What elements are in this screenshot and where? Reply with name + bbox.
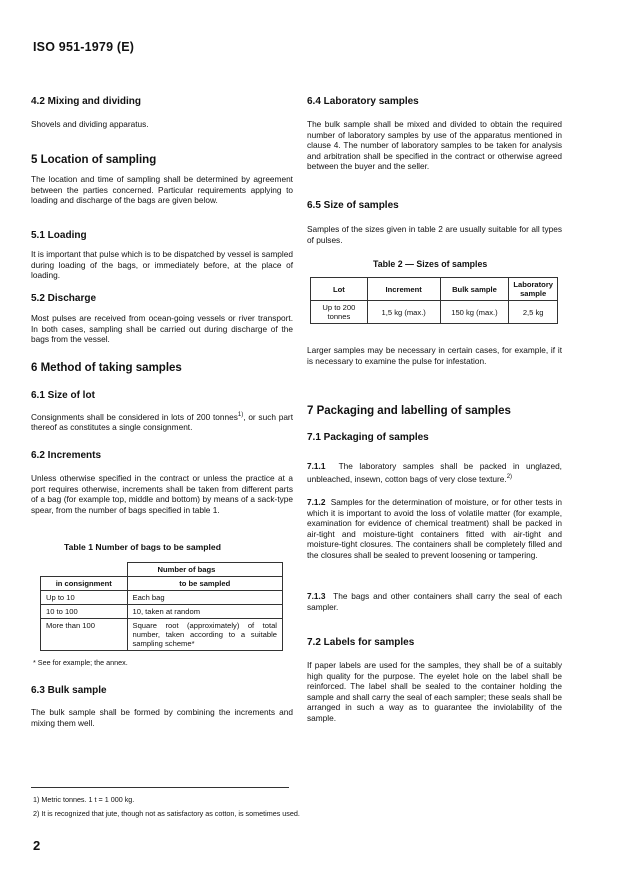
table-2-caption: Table 2 — Sizes of samples (373, 259, 488, 269)
table-2-head-lot: Lot (311, 278, 368, 301)
section-6-3-title: 6.3 Bulk sample (31, 685, 107, 696)
table-2-head-laboratory: Laboratory sample (509, 278, 558, 301)
section-6-1-text: Consignments shall be considered in lots of 200 tonnes$^{1)}$, or such part thereof as constitutes a single consignment. (31, 411, 294, 433)
table-2-head-bulk: Bulk sample (440, 278, 509, 301)
section-7-2-title: 7.2 Labels for samples (307, 637, 415, 648)
table-row: 10 to 100 10, taken at random (41, 605, 283, 619)
section-6-5-title: 6.5 Size of samples (307, 200, 399, 211)
section-6-3-text: The bulk sample shall be formed by combining the increments and mixing them well. (31, 707, 293, 728)
section-7-2-text: If paper labels are used for the samples, they shall be of a suitably high quality for the purpose. The eyelet hole on the label shall be reinforced. The label shall be sealed to the container holding the sample and shall carry the seal of each sampler; these seals shall be arranged in such a way as to guarantee the inviolability of the sample. (307, 660, 562, 723)
footnote-1: 1) Metric tonnes. 1 t = 1 000 kg. (33, 795, 135, 804)
section-6-5-text: Samples of the sizes given in table 2 are usually suitable for all types of pulses. (307, 224, 562, 245)
table-1-head-right: to be sampled (127, 577, 283, 591)
footnote-ref-2[interactable]: 2) (506, 473, 513, 480)
table-1 (40, 562, 283, 651)
section-4-2-text: Shovels and dividing apparatus. (31, 119, 149, 129)
page-number: 2 (33, 838, 41, 853)
section-7-1-3-text: 7.1.3 The bags and other containers shall carry the seal of each sampler. (307, 591, 562, 612)
document-header: ISO 951-1979 (E) (33, 40, 135, 54)
table-1-note: * See for example; the annex. (33, 658, 128, 667)
table-2-head-increment: Increment (367, 278, 440, 301)
section-5-2-text: Most pulses are received from ocean-going vessels or river transport. In both cases, sampling shall be carried out during discharge of the bags from the vessel. (31, 313, 293, 345)
section-5-title: 5 Location of sampling (31, 154, 157, 166)
table-row: Up to 10 Each bag (41, 591, 283, 605)
table-row: More than 100 Square root (approximately) of total number, taken according to a suitable sampling scheme* (41, 619, 283, 651)
section-6-1-title: 6.1 Size of lot (31, 390, 95, 401)
table-2 (310, 277, 558, 324)
section-5-1-title: 5.1 Loading (31, 230, 87, 241)
table-1-blank (41, 563, 128, 577)
table-1-head-top: Number of bags (127, 563, 283, 577)
table-1-head-left: in consignment (41, 577, 128, 591)
footnote-divider (31, 787, 289, 788)
section-5-2-title: 5.2 Discharge (31, 293, 97, 304)
section-6-4-title: 6.4 Laboratory samples (307, 96, 419, 107)
section-6-2-text: Unless otherwise specified in the contract or unless the practice at a port requires otherwise, increments shall be taken from different parts of a bag (for example top, middle and bottom) by means of a sack-type spear, from the number of bags specified in table 1. (31, 473, 293, 515)
section-6-5-after: Larger samples may be necessary in certain cases, for example, if it is necessary to examine the pulse for infestation. (307, 345, 562, 366)
section-7-1-2-text: 7.1.2 Samples for the determination of moisture, or for other tests in which it is important to avoid the loss of volatile matter (for example, examination for evidence of chemical treatment) shall be packed in air-tight and moisture-tight containers fitted with air-tight and moisture-tight closures. The containers shall be completely filled and the closures shall be sealed to prevent loosening or tampering. (307, 497, 562, 560)
section-6-title: 6 Method of taking samples (31, 362, 182, 374)
footnote-ref-1[interactable]: 1) (237, 412, 244, 418)
section-7-1-title: 7.1 Packaging of samples (307, 432, 429, 443)
section-4-2-title: 4.2 Mixing and dividing (31, 96, 142, 107)
table-1-caption: Table 1 Number of bags to be sampled (64, 542, 221, 552)
section-7-1-1-text: 7.1.1 The laboratory samples shall be packed in unglazed, unbleached, insewn, cotton bags of very close texture.$^{2)}$ (307, 461, 562, 484)
table-row: Up to 200 tonnes 1,5 kg (max.) 150 kg (max.) 2,5 kg (311, 301, 558, 324)
section-7-title: 7 Packaging and labelling of samples (307, 405, 511, 417)
section-5-text: The location and time of sampling shall be determined by agreement between the parties concerned. Particular requirements applying to loading and discharge of the bags are given below. (31, 174, 293, 206)
footnote-2: 2) It is recognized that jute, though not as satisfactory as cotton, is sometimes used. (33, 809, 300, 818)
section-6-2-title: 6.2 Increments (31, 450, 102, 461)
section-5-1-text: It is important that pulse which is to be dispatched by vessel is sampled during loading of the bags, or immediately before, at the place of loading. (31, 249, 293, 281)
section-6-4-text: The bulk sample shall be mixed and divided to obtain the required number of laboratory samples by use of the apparatus mentioned in clause 4. The number of laboratory samples to be taken for analysis and arbitration shall be specified in the contract or otherwise agreed between the buyer and the seller. (307, 119, 562, 172)
